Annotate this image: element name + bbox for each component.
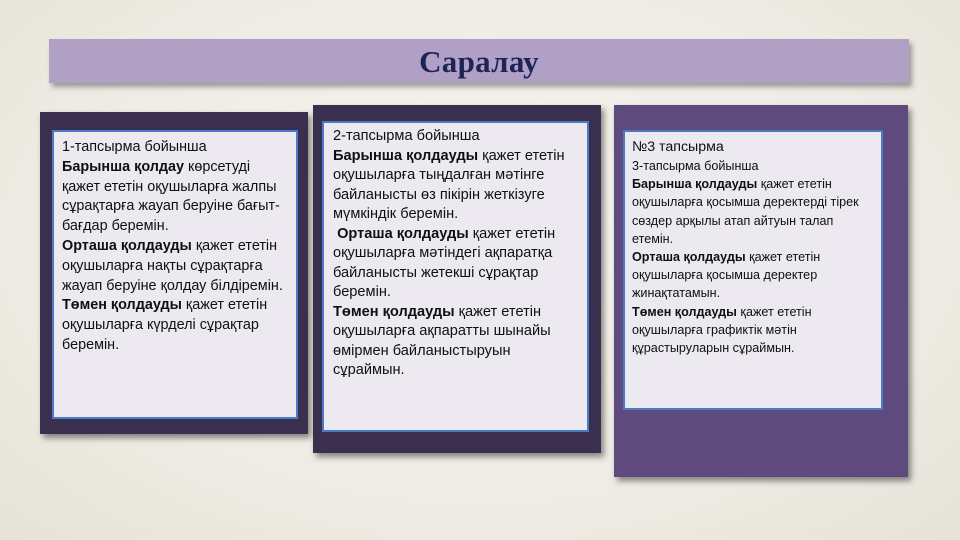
card-2-body — [333, 127, 578, 381]
card-2-intro: 2-тапсырма бойынша — [333, 128, 480, 144]
card-3-high-label: Барынша қолдауды — [632, 177, 758, 192]
card-3-low-label: Төмен қолдауды — [632, 304, 737, 319]
card-1-intro: 1-тапсырма бойынша — [62, 139, 207, 155]
card-3-high-text: қажет ететін оқушыларға қосымша деректерді тірек сөздер арқылы атап айтуын талап етемін. — [632, 177, 859, 246]
card-3-mid-label: Орташа қолдауды — [632, 250, 746, 265]
slide-title: Саралау — [419, 44, 539, 79]
card-task-3 — [623, 130, 883, 410]
card-1-high-text: көрсетуді қажет ететін оқушыларға жалпы сұрақтарға жауап беруіне бағыт-бағдар беремін. — [62, 158, 280, 235]
card-1-low-text: қажет ететін оқушыларға күрделі сұрақтар беремін. — [62, 297, 268, 353]
card-1-low-label: Төмен қолдауды — [62, 297, 182, 314]
card-3-title: №3 тапсырма — [632, 139, 724, 155]
card-2-mid-label: Орташа қолдауды — [337, 225, 469, 242]
card-task-1 — [52, 130, 298, 419]
card-2-low-label: Төмен қолдауды — [333, 303, 455, 320]
card-3-intro: 3-тапсырма бойынша — [632, 159, 759, 173]
card-1-body — [62, 138, 288, 356]
card-3-low-text: қажет ететін оқушыларға графиктік мәтін құрастыруларын сұраймын. — [632, 304, 812, 356]
card-2-high-text: қажет ететін оқушыларға тыңдалған мәтінге байланысты өз пікірін жеткізуге мүмкіндік беремін. — [333, 147, 565, 222]
card-3-mid-text: қажет ететін оқушыларға қосымша деректер жинақтатамын. — [632, 250, 821, 301]
card-task-2 — [322, 121, 589, 432]
card-2-mid-text: қажет ететін оқушыларға мәтіндегі ақпаратқа байланысты жетекші сұрақтар беремін. — [333, 225, 556, 300]
card-1-mid-label: Орташа қолдауды — [62, 237, 192, 254]
card-1-high-label: Барынша қолдау — [62, 158, 185, 175]
card-2-high-label: Барынша қолдауды — [333, 147, 479, 164]
card-3-body — [632, 137, 874, 357]
card-2-low-text: қажет ететін оқушыларға ақпаратты шынайы өмірмен байланыстыруын сұраймын. — [333, 303, 551, 378]
card-1-mid-text: қажет ететін оқушыларға нақты сұрақтарға жауап беруіне қолдау білдіремін. — [62, 237, 283, 294]
title-bar — [49, 39, 909, 83]
